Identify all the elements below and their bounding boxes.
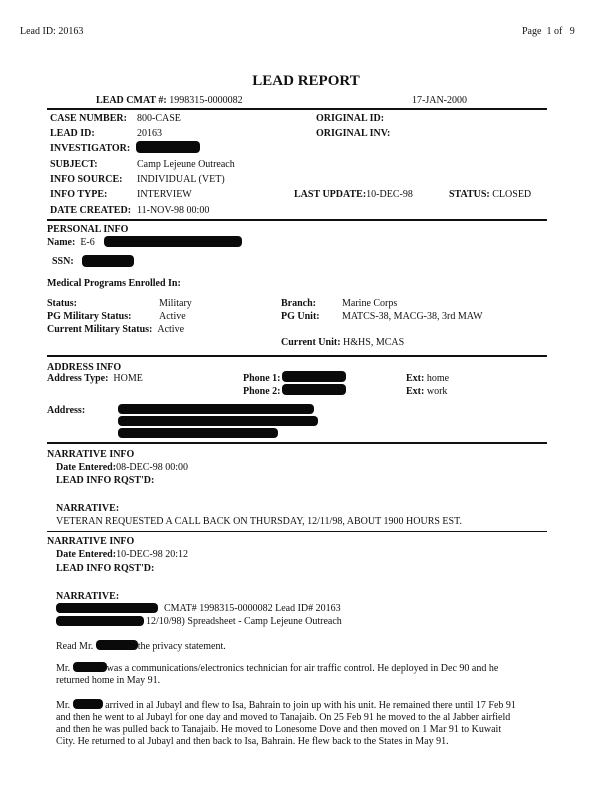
narrative1-date-row bbox=[56, 462, 188, 473]
case-number: 800-CASE bbox=[137, 113, 181, 124]
date-created: 11-NOV-98 00:00 bbox=[137, 205, 210, 216]
pg-unit-label: PG Unit: bbox=[281, 311, 320, 322]
personal-info-heading: PERSONAL INFO bbox=[47, 224, 129, 235]
p2-d: and then he was pulled back to Tanajaib. He moved to Lonesome Dove and then moved on 1 Mar 91 to Kuwait bbox=[56, 724, 502, 735]
current-military-status: Active bbox=[157, 324, 185, 335]
ext2: work bbox=[426, 386, 448, 397]
lead-id-label: LEAD ID: bbox=[50, 128, 95, 139]
branch: Marine Corps bbox=[342, 298, 398, 309]
redaction-address-2 bbox=[118, 416, 318, 426]
info-source: INDIVIDUAL (VET) bbox=[137, 174, 225, 185]
ext1-label: Ext: bbox=[406, 373, 425, 384]
branch-label: Branch: bbox=[281, 298, 316, 309]
name-row bbox=[47, 237, 95, 248]
last-update-label: LAST UPDATE: bbox=[294, 189, 367, 200]
narrative2-date-row bbox=[56, 549, 188, 560]
ext2-row bbox=[406, 386, 447, 397]
cmat-label: LEAD CMAT #: bbox=[96, 95, 167, 106]
original-id-label: ORIGINAL ID: bbox=[316, 113, 385, 124]
rule-address-end bbox=[47, 442, 547, 444]
redaction-narr-2 bbox=[56, 616, 144, 626]
mil-status: Military bbox=[159, 298, 192, 309]
redaction-investigator bbox=[136, 141, 200, 153]
narrative2-label: NARRATIVE: bbox=[56, 591, 120, 602]
current-unit-label: Current Unit: bbox=[281, 337, 341, 348]
redaction-p1-name bbox=[73, 662, 107, 672]
address-label: Address: bbox=[47, 405, 86, 416]
address-info-heading: ADDRESS INFO bbox=[47, 362, 122, 373]
p2-c: and then he went to al Jubayl for one day and moved to Tanajaib. On 25 Feb 91 he moved to the al Jabber airfield bbox=[56, 712, 511, 723]
status-value: CLOSED bbox=[492, 189, 532, 200]
narrative2-rqst-label: LEAD INFO RQST'D: bbox=[56, 563, 155, 574]
page-title: LEAD REPORT bbox=[252, 73, 360, 89]
info-source-label: INFO SOURCE: bbox=[50, 174, 123, 185]
investigator-label: INVESTIGATOR: bbox=[50, 143, 131, 154]
of-word: of bbox=[553, 26, 563, 37]
page-number: 1 bbox=[546, 26, 552, 37]
subject-label: SUBJECT: bbox=[50, 159, 98, 170]
narrative2-heading: NARRATIVE INFO bbox=[47, 536, 135, 547]
narrative1-heading: NARRATIVE INFO bbox=[47, 449, 135, 460]
report-date: 17-JAN-2000 bbox=[412, 95, 467, 106]
current-military-status-label: Current Military Status: bbox=[47, 324, 153, 335]
redaction-p2-name bbox=[73, 699, 103, 709]
p1-a: Mr. bbox=[56, 663, 71, 674]
redaction-phone2 bbox=[282, 384, 346, 395]
ext2-label: Ext: bbox=[406, 386, 425, 397]
info-type-label: INFO TYPE: bbox=[50, 189, 108, 200]
lead-id: 20163 bbox=[137, 128, 162, 139]
narrative2-paragraph-2 bbox=[56, 699, 536, 748]
status bbox=[449, 189, 531, 200]
p2-a: Mr. bbox=[56, 700, 71, 711]
narrative2-spreadsheet: 12/10/98) Spreadsheet - Camp Lejeune Outreach bbox=[146, 616, 342, 627]
phone1-label: Phone 1: bbox=[243, 373, 281, 384]
case-number-label: CASE NUMBER: bbox=[50, 113, 127, 124]
rule-narrative1-end bbox=[47, 531, 547, 532]
cmat-line bbox=[96, 95, 243, 106]
original-inv-label: ORIGINAL INV: bbox=[316, 128, 391, 139]
date-created-label: DATE CREATED: bbox=[50, 205, 132, 216]
narrative1-label: NARRATIVE: bbox=[56, 503, 120, 514]
pg-unit: MATCS-38, MACG-38, 3rd MAW bbox=[342, 311, 483, 322]
narrative2-date-label: Date Entered: bbox=[56, 549, 117, 560]
redaction-read-name bbox=[96, 640, 138, 650]
read-a: Read Mr. bbox=[56, 641, 94, 652]
address-type: HOME bbox=[113, 373, 143, 384]
address-type-row bbox=[47, 373, 143, 384]
redaction-address-3 bbox=[118, 428, 278, 438]
status-label: STATUS: bbox=[449, 189, 490, 200]
address-type-label: Address Type: bbox=[47, 373, 109, 384]
narrative1-text: VETERAN REQUESTED A CALL BACK ON THURSDAY, 12/11/98, ABOUT 1900 HOURS EST. bbox=[56, 516, 462, 527]
ext1: home bbox=[426, 373, 450, 384]
p1-c: returned home in May 91. bbox=[56, 675, 161, 686]
rule-top bbox=[47, 108, 547, 110]
read-b: the privacy statement. bbox=[137, 641, 226, 652]
medical-programs-label: Medical Programs Enrolled In: bbox=[47, 278, 181, 289]
rule-personal-end bbox=[47, 355, 547, 357]
ssn-label: SSN: bbox=[52, 256, 74, 267]
pg-military-status-label: PG Military Status: bbox=[47, 311, 132, 322]
ext1-row bbox=[406, 373, 449, 384]
name-prefix: E-6 bbox=[80, 237, 95, 248]
info-type: INTERVIEW bbox=[137, 189, 192, 200]
current-military-status-row bbox=[47, 324, 184, 335]
p2-e: City. He returned to al Jubayl and then back to Isa, Bahrain. He flew back to the States in May 91. bbox=[56, 736, 449, 747]
page-indicator bbox=[522, 26, 575, 37]
narrative2-paragraph-1 bbox=[56, 662, 526, 687]
page-total: 9 bbox=[569, 26, 575, 37]
name-label: Name: bbox=[47, 237, 76, 248]
redaction-ssn bbox=[82, 255, 134, 267]
narrative2-cmat-ref: CMAT# 1998315-0000082 Lead ID# 20163 bbox=[164, 603, 341, 614]
narrative2-date: 10-DEC-98 20:12 bbox=[116, 549, 189, 560]
last-update bbox=[294, 189, 413, 200]
redaction-name bbox=[104, 236, 242, 247]
rule-case-end bbox=[47, 219, 547, 221]
narrative1-rqst-label: LEAD INFO RQST'D: bbox=[56, 475, 155, 486]
page-word: Page bbox=[522, 26, 542, 37]
p2-b: arrived in al Jubayl and flew to Isa, Bahrain to join up with his unit. He remained there until 17 Feb 91 bbox=[105, 700, 516, 711]
redaction-address-1 bbox=[118, 404, 314, 414]
narrative1-date-label: Date Entered: bbox=[56, 462, 117, 473]
redaction-phone1 bbox=[282, 371, 346, 382]
subject: Camp Lejeune Outreach bbox=[137, 159, 235, 170]
redaction-narr-1 bbox=[56, 603, 158, 613]
narrative1-date: 08-DEC-98 00:00 bbox=[116, 462, 189, 473]
header-lead-id: Lead ID: 20163 bbox=[20, 26, 84, 37]
current-unit: H&HS, MCAS bbox=[343, 337, 405, 348]
pg-military-status: Active bbox=[159, 311, 186, 322]
read-privacy-line bbox=[56, 640, 226, 652]
last-update-value: 10-DEC-98 bbox=[366, 189, 413, 200]
p1-b: was a communications/electronics technician for air traffic control. He deployed in Dec 90 and he bbox=[106, 663, 499, 674]
mil-status-label: Status: bbox=[47, 298, 78, 309]
cmat-value: 1998315-0000082 bbox=[169, 95, 243, 106]
current-unit-row bbox=[281, 337, 404, 348]
phone2-label: Phone 2: bbox=[243, 386, 281, 397]
